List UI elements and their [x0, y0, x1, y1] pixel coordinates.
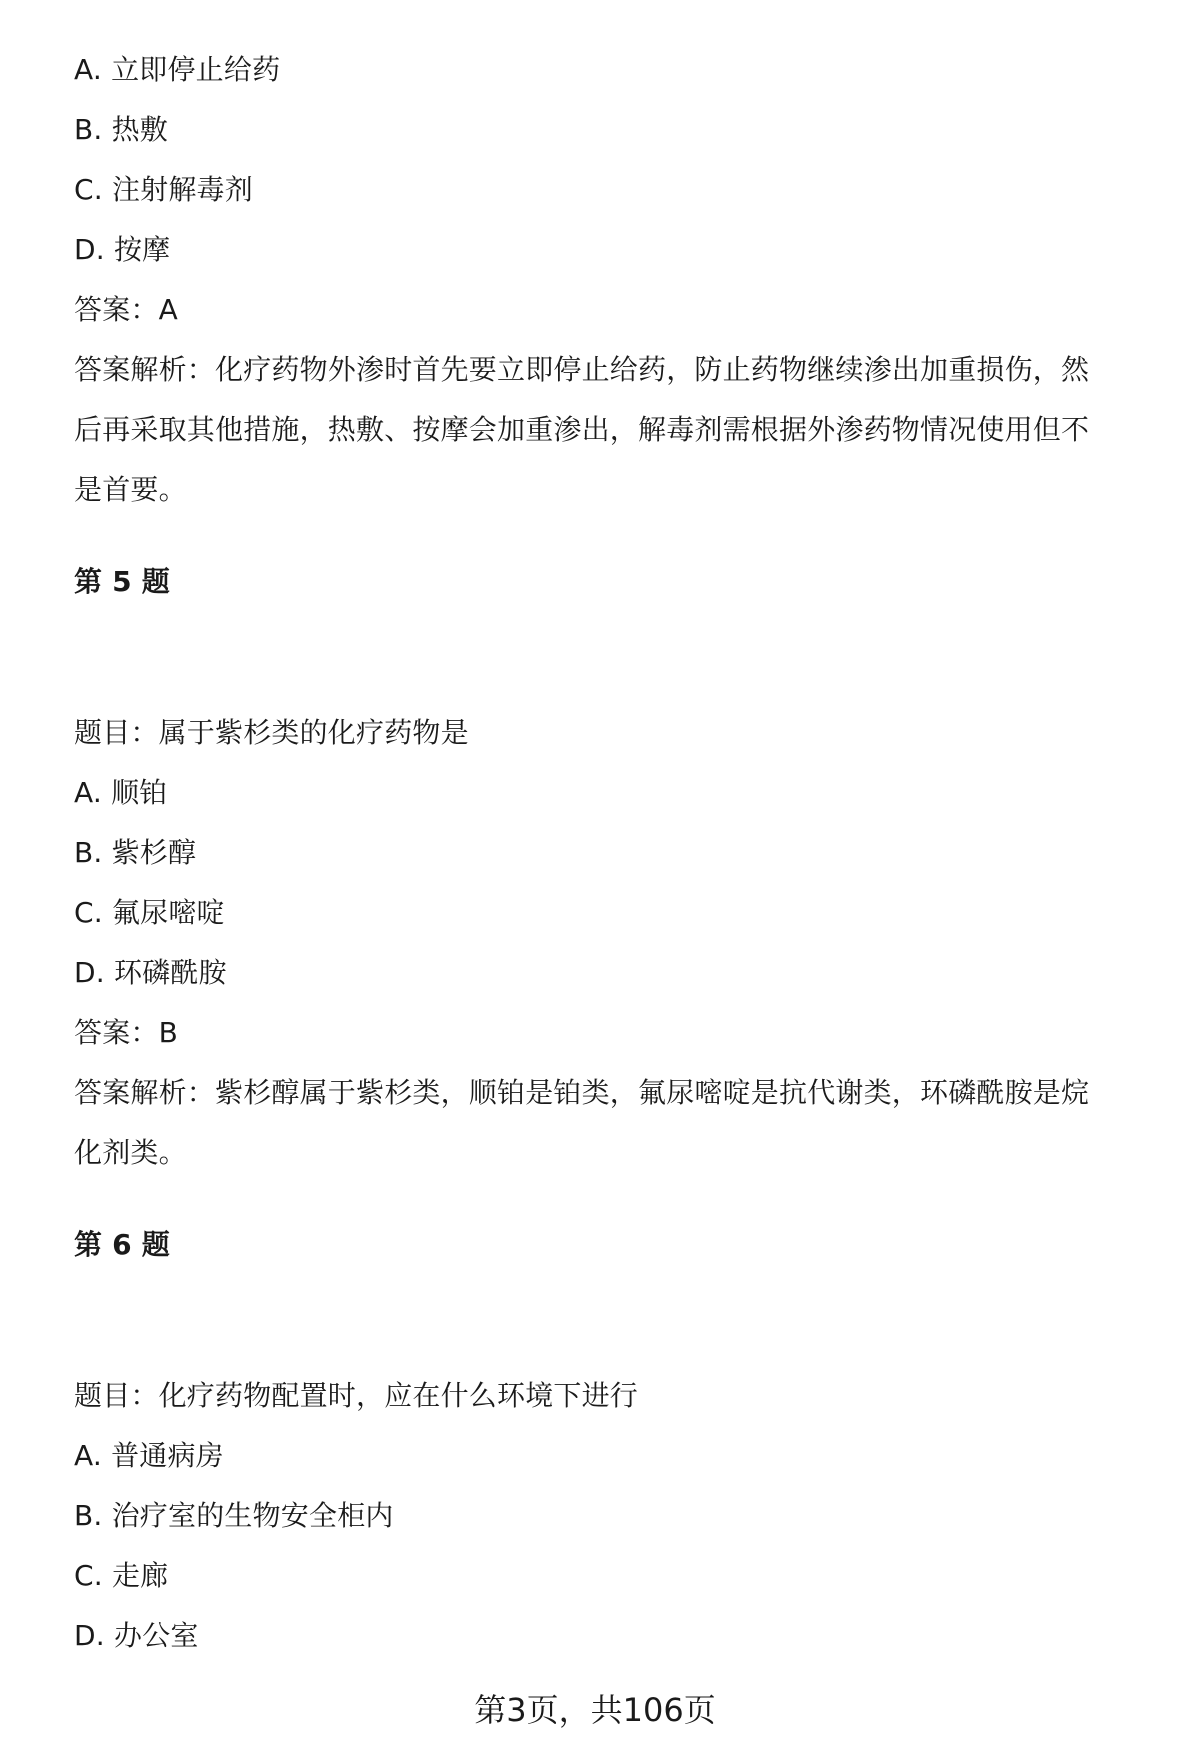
page-number-footer: 第3页，共106页: [474, 1691, 716, 1729]
q4-option-b: B. 热敷: [74, 113, 169, 146]
q5-analysis-line-2: 化剂类。: [74, 1136, 187, 1169]
q5-question: 题目：属于紫杉类的化疗药物是: [74, 716, 469, 749]
q5-analysis-line-1: 答案解析：紫杉醇属于紫杉类，顺铂是铂类，氟尿嘧啶是抗代谢类，环磷酰胺是烷: [74, 1076, 1090, 1109]
q5-answer: 答案：B: [74, 1016, 179, 1049]
q6-option-d: D. 办公室: [74, 1619, 199, 1652]
q5-heading: 第 5 题: [74, 565, 170, 598]
q4-option-c: C. 注射解毒剂: [74, 173, 253, 206]
q4-analysis-line-3: 是首要。: [74, 473, 187, 506]
q5-option-c: C. 氟尿嘧啶: [74, 896, 225, 929]
q6-option-b: B. 治疗室的生物安全柜内: [74, 1499, 394, 1532]
q6-question: 题目：化疗药物配置时，应在什么环境下进行: [74, 1379, 639, 1412]
q5-option-a: A. 顺铂: [74, 776, 168, 809]
q4-option-d: D. 按摩: [74, 233, 171, 266]
q5-option-b: B. 紫杉醇: [74, 836, 197, 869]
q6-option-c: C. 走廊: [74, 1559, 169, 1592]
q6-option-a: A. 普通病房: [74, 1439, 224, 1472]
q4-option-a: A. 立即停止给药: [74, 53, 281, 86]
q4-answer: 答案：A: [74, 293, 178, 326]
q6-heading: 第 6 题: [74, 1228, 170, 1261]
q4-analysis-line-1: 答案解析：化疗药物外渗时首先要立即停止给药，防止药物继续渗出加重损伤，然: [74, 353, 1090, 386]
q4-analysis-line-2: 后再采取其他措施，热敷、按摩会加重渗出，解毒剂需根据外渗药物情况使用但不: [74, 413, 1090, 446]
q5-option-d: D. 环磷酰胺: [74, 956, 227, 989]
